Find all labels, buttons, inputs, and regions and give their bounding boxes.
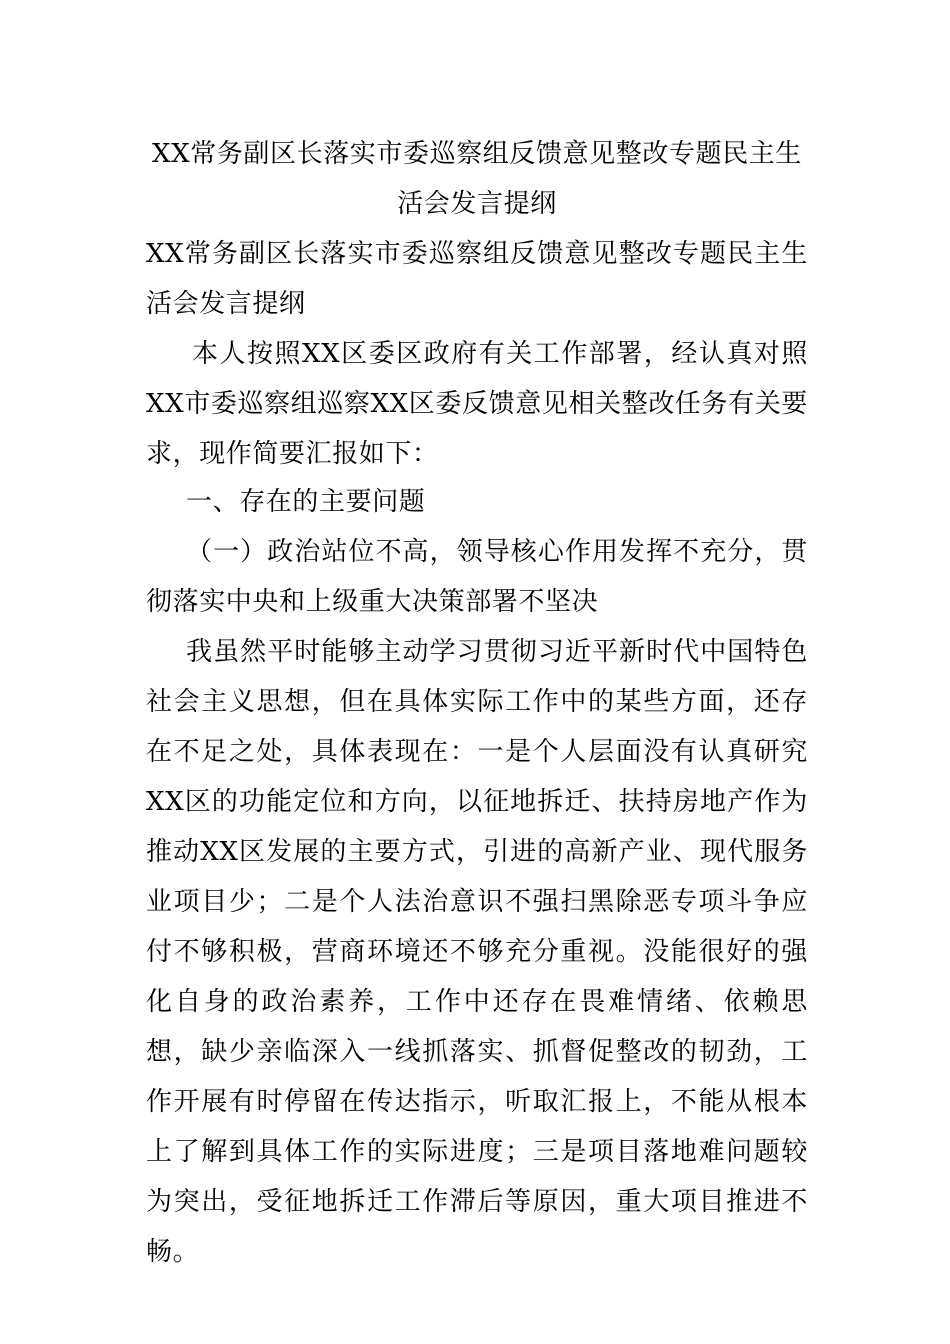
document-title: XX常务副区长落实市委巡察组反馈意见整改专题民主生活会发言提纲 [151, 139, 803, 219]
section-heading: 一、存在的主要问题 [186, 487, 426, 517]
intro-paragraph: 本人按照XX区委区政府有关工作部署，经认真对照XX市委巡察组巡察XX区委反馈意见相关整改任务有关要求，现作简要汇报如下： [146, 339, 808, 469]
subsection-heading: （一）政治站位不高，领导核心作用发挥不充分，贯彻落实中央和上级重大决策部署不坚决 [146, 537, 808, 617]
body-paragraph: 我虽然平时能够主动学习贯彻习近平新时代中国特色社会主义思想，但在具体实际工作中的某些方面，还存在不足之处，具体表现在：一是个人层面没有认真研究XX区的功能定位和方向，以征地拆迁、扶持房地产作为推动XX区发展的主要方式，引进的高新产业、现代服务业项目少；二是个人法治意识不强扫黑除恶专项斗争应付不够积极，营商环境还不够充分重视。没能很好的强化自身的政治素养，工作中还存在畏难情绪、依赖思想，缺少亲临深入一线抓落实、抓督促整改的韧劲，工作开展有时停留在传达指示，听取汇报上，不能从根本上了解到具体工作的实际进度；三是项目落地难问题较为突出，受征地拆迁工作滞后等原因，重大项目推进不畅。 [146, 637, 808, 1267]
document-subtitle: XX常务副区长落实市委巡察组反馈意见整改专题民主生活会发言提纲 [146, 239, 808, 319]
